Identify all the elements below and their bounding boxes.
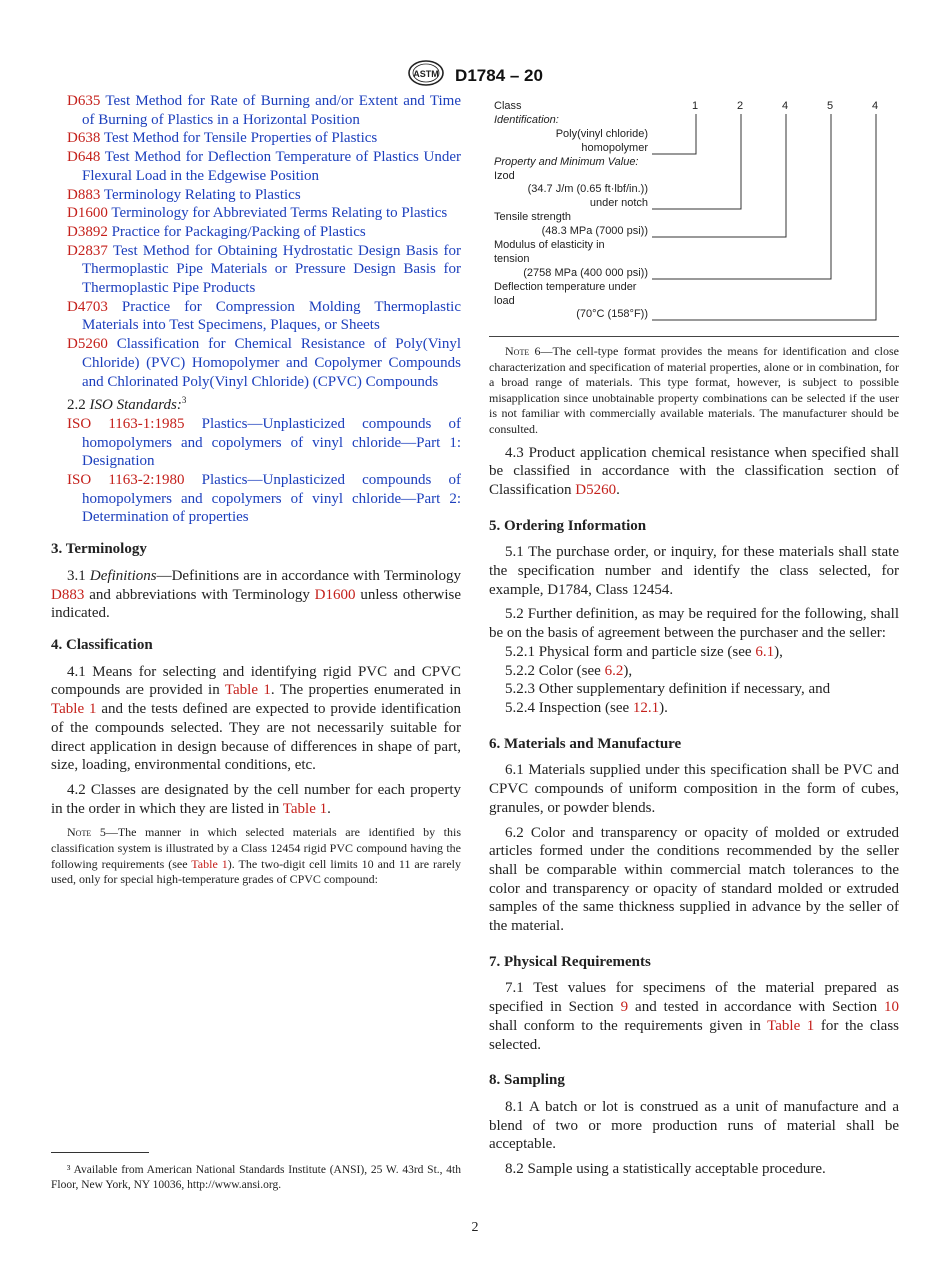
ref-item bbox=[51, 335, 461, 391]
ref-title: Classification for Chemical Resistance of Poly(Vinyl Chloride) (PVC) Homopolymer and Copolymer Compounds and Chlorinated Poly(Vinyl Chloride) (CPVC) Compounds bbox=[82, 336, 462, 390]
ref-item bbox=[51, 148, 461, 185]
ref-title: Practice for Compression Molding Thermoplastic Materials into Test Specimens, Plaques, or Sheets bbox=[82, 298, 461, 334]
pvc-line-2: homopolymer bbox=[581, 142, 648, 154]
leader-line-3 bbox=[652, 114, 786, 237]
section-5-heading: 5. Ordering Information bbox=[489, 517, 647, 534]
paragraph-4-2: 4.2 Classes are designated by the cell number for each property in the order in which they are listed in Table 1. bbox=[51, 781, 461, 817]
class-label: Class bbox=[494, 100, 522, 112]
paragraph-6-2: 6.2 Color and transparency or opacity of molded or extruded articles formed under the conditions recommended by the seller shall be comparable within commercial match tolerances to the color and transparency or opacity of standard molded or extruded samples of the same thickness supplied in advance by the seller of the material. bbox=[489, 824, 899, 935]
table-link[interactable]: Table 1 bbox=[51, 701, 97, 718]
paragraph-4-1: 4.1 Means for selecting and identifying rigid PVC and CPVC compounds are provided in Table 1. The properties enumerated in Table 1 and the tests defined are expected to provide identification of the compounds selected. They are not necessarily suitable for direct application in design because of differences in shape of part, size, loading, environmental conditions, etc. bbox=[51, 663, 462, 774]
section-link[interactable]: 6.2 bbox=[604, 662, 624, 679]
ref-item bbox=[51, 204, 461, 223]
ref-title: Test Method for Deflection Temperature of Plastics Under Flexural Load in the Edgewise Position bbox=[82, 149, 461, 184]
section-link[interactable]: 9 bbox=[620, 999, 629, 1016]
ref-code-link[interactable]: D4703 bbox=[67, 298, 108, 315]
ref-code-link[interactable]: D638 bbox=[67, 130, 101, 147]
class-digit: 5 bbox=[826, 100, 834, 112]
section-link[interactable]: 6.1 bbox=[755, 643, 775, 660]
class-designation-diagram bbox=[489, 96, 899, 336]
page-number: 2 bbox=[471, 1220, 479, 1235]
tensile-label: Tensile strength bbox=[494, 211, 572, 223]
modulus-label-1: Modulus of elasticity in bbox=[494, 239, 605, 251]
property-value-label: Property and Minimum Value: bbox=[494, 156, 639, 168]
astm-logo-icon bbox=[407, 60, 445, 91]
iso-title: Plastics—Unplasticized compounds of homopolymers and copolymers of vinyl chloride—Part 1: Designation bbox=[82, 415, 461, 470]
class-digit: 2 bbox=[736, 100, 744, 112]
ref-item bbox=[51, 242, 461, 298]
paragraph-5-2-1: 5.2.1 Physical form and particle size (see 6.1), bbox=[505, 643, 783, 660]
class-digit: 1 bbox=[691, 100, 699, 112]
table-link[interactable]: Table 1 bbox=[191, 856, 228, 871]
ref-item bbox=[51, 92, 461, 129]
right-column bbox=[489, 344, 899, 1179]
note-6: Note 6—The cell-type format provides the means for identification and close characterization and specification of material properties, alone or in combination, for a broad range of materials. This type format, however, is subject to possible misapplication since unobtainable property combinations can be selected if the user is not familiar with commercially available materials. The manufacturer should be consulted. bbox=[489, 344, 900, 436]
iso-standards-heading: 2.2 ISO Standards:$^3$ bbox=[67, 395, 187, 414]
page-header bbox=[0, 60, 950, 91]
table-link[interactable]: Table 1 bbox=[282, 800, 328, 817]
section-link[interactable]: 12.1 bbox=[632, 700, 660, 716]
ref-code-link[interactable]: D2837 bbox=[67, 242, 108, 259]
paragraph-5-1: 5.1 The purchase order, or inquiry, for these materials shall state the specification number and identify the class selected, for example, D1784, Class 12454. bbox=[489, 544, 899, 598]
deflection-value: (70°C (158°F)) bbox=[576, 308, 648, 320]
iso-ref-item bbox=[51, 415, 461, 471]
leader-line-1 bbox=[652, 114, 696, 154]
diagram-bottom-rule bbox=[489, 336, 899, 337]
ref-item bbox=[51, 223, 461, 242]
referenced-documents-list bbox=[51, 92, 461, 391]
table-link[interactable]: Table 1 bbox=[224, 682, 271, 699]
ref-title: Terminology for Abbreviated Terms Relating to Plastics bbox=[111, 205, 448, 222]
identification-label: Identification: bbox=[494, 114, 559, 126]
ref-item bbox=[51, 186, 461, 205]
table-link[interactable]: Table 1 bbox=[767, 1017, 815, 1034]
ref-link[interactable]: D5260 bbox=[575, 481, 617, 498]
section-link[interactable]: 10 bbox=[884, 999, 900, 1016]
ref-link[interactable]: D1600 bbox=[314, 586, 356, 603]
modulus-label-2: tension bbox=[494, 253, 530, 265]
paragraph-5-2-2: 5.2.2 Color (see 6.2), bbox=[505, 662, 633, 679]
paragraph-7-1: 7.1 Test values for specimens of the material prepared as specified in Section 9 and tested in accordance with Section 10 shall conform to the requirements given in Table 1 for the class selected. bbox=[489, 980, 900, 1053]
section-8-heading: 8. Sampling bbox=[489, 1072, 565, 1089]
ref-title: Practice for Packaging/Packing of Plastics bbox=[111, 223, 366, 240]
section-6-heading: 6. Materials and Manufacture bbox=[489, 735, 682, 752]
footnote-3: ³ Available from American National Standards Institute (ANSI), 25 W. 43rd St., 4th Floor, New York, NY 10036, http://www.ansi.org. bbox=[51, 1164, 461, 1191]
left-column bbox=[51, 92, 461, 888]
iso-code-link[interactable]: ISO 1163-1:1985 bbox=[67, 415, 185, 432]
ref-title: Terminology Relating to Plastics bbox=[103, 186, 301, 203]
ref-title: Test Method for Rate of Burning and/or Extent and Time of Burning of Plastics in a Horizontal Position bbox=[82, 93, 461, 128]
paragraph-8-2: 8.2 Sample using a statistically acceptable procedure. bbox=[505, 1161, 826, 1178]
paragraph-5-2-4: 5.2.4 Inspection (see 12.1). bbox=[505, 700, 668, 716]
pvc-line-1: Poly(vinyl chloride) bbox=[555, 128, 648, 140]
deflection-label-1: Deflection temperature under bbox=[494, 281, 637, 293]
ref-code-link[interactable]: D3892 bbox=[67, 223, 108, 240]
section-3-heading: 3. Terminology bbox=[51, 541, 147, 558]
tensile-value: (48.3 MPa (7000 psi)) bbox=[541, 225, 648, 237]
paragraph-5-2-3: 5.2.3 Other supplementary definition if necessary, and bbox=[505, 681, 831, 698]
section-7-heading: 7. Physical Requirements bbox=[489, 953, 651, 970]
ref-item bbox=[51, 129, 461, 148]
note-5: Note 5—The manner in which selected materials are identified by this classification system is illustrated by a Class 12454 rigid PVC compound having the following requirements (see Table 1). The two-digit cell limits 10 and 11 are rarely used, only for special high-temperature grades of CPVC compound: bbox=[51, 825, 461, 887]
ref-code-link[interactable]: D635 bbox=[67, 93, 101, 109]
ref-link[interactable]: D883 bbox=[51, 586, 85, 603]
paragraph-4-3: 4.3 Product application chemical resistance when specified shall be classified in accordance with the classification section of Classification D5260. bbox=[489, 444, 899, 498]
deflection-label-2: load bbox=[494, 295, 515, 307]
izod-label: Izod bbox=[494, 170, 515, 182]
standard-number: D1784 – 20 bbox=[455, 65, 543, 85]
ref-item bbox=[51, 298, 461, 335]
footnote-rule bbox=[51, 1152, 149, 1153]
iso-ref-item bbox=[51, 471, 461, 527]
astm-logo-text: ASTM bbox=[413, 69, 439, 79]
modulus-value: (2758 MPa (400 000 psi)) bbox=[523, 267, 648, 279]
paragraph-6-1: 6.1 Materials supplied under this specification shall be PVC and CPVC compounds of uniform composition in the form of cubes, granules, or powder blends. bbox=[489, 762, 899, 816]
iso-code-link[interactable]: ISO 1163-2:1980 bbox=[67, 472, 185, 489]
paragraph-8-1: 8.1 A batch or lot is construed as a unit of manufacture and a blend of two or more production runs of material shall be acceptable. bbox=[489, 1098, 899, 1153]
izod-value: (34.7 J/m (0.65 ft·lbf/in.)) bbox=[527, 183, 648, 195]
paragraph-5-2: 5.2 Further definition, as may be required for the following, shall be on the basis of agreement between the purchaser and the seller: bbox=[489, 606, 899, 642]
leader-line-5 bbox=[652, 114, 876, 320]
section-4-heading: 4. Classification bbox=[51, 636, 153, 653]
ref-code-link[interactable]: D1600 bbox=[67, 205, 108, 222]
ref-code-link[interactable]: D648 bbox=[67, 149, 101, 166]
class-digit: 4 bbox=[781, 100, 789, 112]
iso-title: Plastics—Unplasticized compounds of homopolymers and copolymers of vinyl chloride—Part 2: Determination of properties bbox=[82, 472, 461, 526]
ref-code-link[interactable]: D883 bbox=[67, 186, 101, 203]
ref-title: Test Method for Obtaining Hydrostatic Design Basis for Thermoplastic Pipe Materials or Pressure Design Basis for Thermoplastic Pipe Products bbox=[82, 242, 461, 297]
izod-notch: under notch bbox=[589, 197, 648, 209]
class-digit: 4 bbox=[871, 100, 879, 112]
ref-code-link[interactable]: D5260 bbox=[67, 336, 108, 353]
paragraph-3-1: 3.1 Definitions—Definitions are in accordance with Terminology D883 and abbreviations with Terminology D1600 unless otherwise indicated. bbox=[51, 567, 462, 622]
ref-title: Test Method for Tensile Properties of Plastics bbox=[103, 130, 378, 147]
